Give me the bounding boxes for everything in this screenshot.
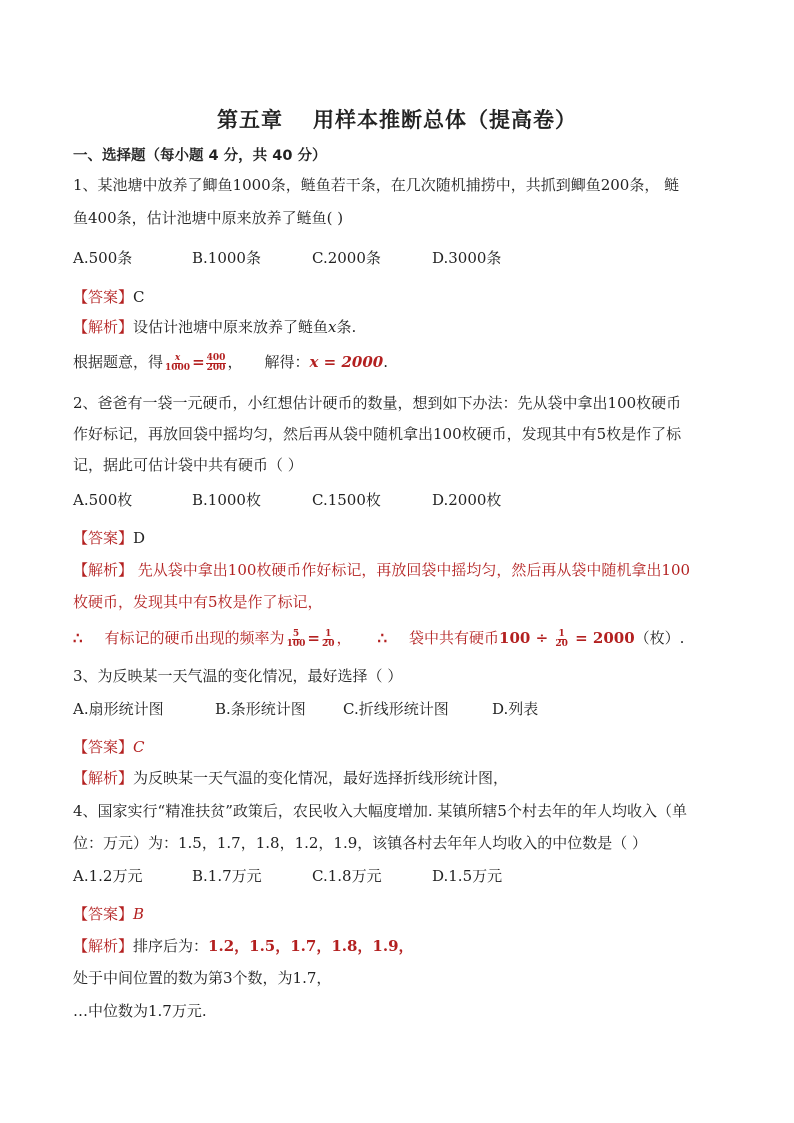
analysis-label: 【解析】 [73,318,134,336]
q2-answer [73,528,145,548]
answer-label: 【答案】 [73,905,134,923]
q2-option-a: A.500枚 [73,491,133,509]
q3-option-a: A.扇形统计图 [73,700,164,718]
q2-line1: 2、爸爸有一袋一元硬币，小红想估计硬币的数量，想到如下办法：先从袋中拿出100枚硬币 [73,394,682,412]
answer-label: 【答案】 [73,529,134,547]
q1-option-a: A.500条 [73,249,133,267]
fraction: $\frac{x}{1000}$ [165,352,191,373]
q2-option-b: B.1000枚 [192,491,261,509]
q4-answer-value: B [133,905,145,923]
q3-option-d: D.列表 [492,700,539,718]
q1-line1: 1、某池塘中放养了鲫鱼1000条，鲢鱼若干条，在几次随机捕捞中，共抓到鲫鱼200条， 鲢 [73,176,680,194]
q3-line1: 3、为反映某一天气温的变化情况，最好选择（ ） [73,667,403,685]
q4-option-c: C.1.8万元 [312,867,382,885]
q4-analysis-1: 【解析】排序后为：1.2，1.5，1.7，1.8，1.9， [73,937,414,955]
q4-option-b: B.1.7万元 [192,867,262,885]
analysis-label: 【解析】 [73,769,134,787]
q4-analysis-2: 处于中间位置的数为第3个数，为1.7， [73,969,332,987]
q1-solution: 根据题意，得 $\frac{x}{1000}$ = $\frac{400}{200}$ ， 解得：x = 2000. [73,352,388,373]
answer-label: 【答案】 [73,738,134,756]
q3-option-b: B.条形统计图 [215,700,306,718]
q2-line3: 记，据此可估计袋中共有硬币（ ） [73,456,303,474]
q1-option-d: D.3000条 [432,249,502,267]
q4-option-a: A.1.2万元 [73,867,143,885]
chapter-label: 第五章 [217,108,283,132]
section-heading: 一、选择题（每小题 4 分，共 40 分） [73,148,327,164]
q1-line2: 鱼400条，估计池塘中原来放养了鲢鱼( ) [73,209,344,227]
q2-answer-value: D [133,529,146,547]
q3-analysis: 【解析】为反映某一天气温的变化情况，最好选择折线形统计图， [73,769,509,787]
page-title [0,104,794,134]
q1-analysis: 【解析】设估计池塘中原来放养了鲢鱼x条. [73,318,357,336]
q4-line2: 位：万元）为：1.5，1.7，1.8，1.2，1.9，该镇各村去年年人均收入的中位数是（ ） [73,834,648,852]
q2-option-d: D.2000枚 [432,491,502,509]
q2-analysis-1: 【解析】 先从袋中拿出100枚硬币作好标记，再放回袋中摇均匀，然后再从袋中随机拿出100 [73,561,691,579]
q2-analysis-2: 枚硬币，发现其中有5枚是作了标记， [73,593,323,611]
q4-line1: 4、国家实行“精准扶贫”政策后，农民收入大幅度增加. 某镇所辖5个村去年的年人均收入（单 [73,802,687,820]
q2-line2: 作好标记，再放回袋中摇均匀，然后再从袋中随机拿出100枚硬币，发现其中有5枚是作了标 [73,425,682,443]
answer-label: 【答案】 [73,288,134,306]
q3-answer-value: C [133,738,145,756]
fraction: $\frac{400}{200}$ [206,352,226,373]
q4-analysis-3: …中位数为1.7万元. [73,1002,207,1020]
q1-option-b: B.1000条 [192,249,261,267]
analysis-label: 【解析】 [73,561,134,579]
chapter-name: 用样本推断总体（提高卷） [313,108,577,132]
q2-analysis-3: ∴ 有标记的硬币出现的频率为 $\frac{5}{100}$ = $\frac{1}{20}$ ， ∴ 袋中共有硬币100 ÷ $\frac{1}{20}$ = 2000（枚）. [73,628,685,649]
q3-answer [73,737,145,757]
q1-answer [73,287,145,307]
q1-option-c: C.2000条 [312,249,381,267]
q4-option-d: D.1.5万元 [432,867,503,885]
q1-answer-value: C [133,288,145,306]
q3-option-c: C.折线形统计图 [343,700,449,718]
q4-answer [73,904,144,924]
q2-option-c: C.1500枚 [312,491,381,509]
analysis-label: 【解析】 [73,937,134,955]
